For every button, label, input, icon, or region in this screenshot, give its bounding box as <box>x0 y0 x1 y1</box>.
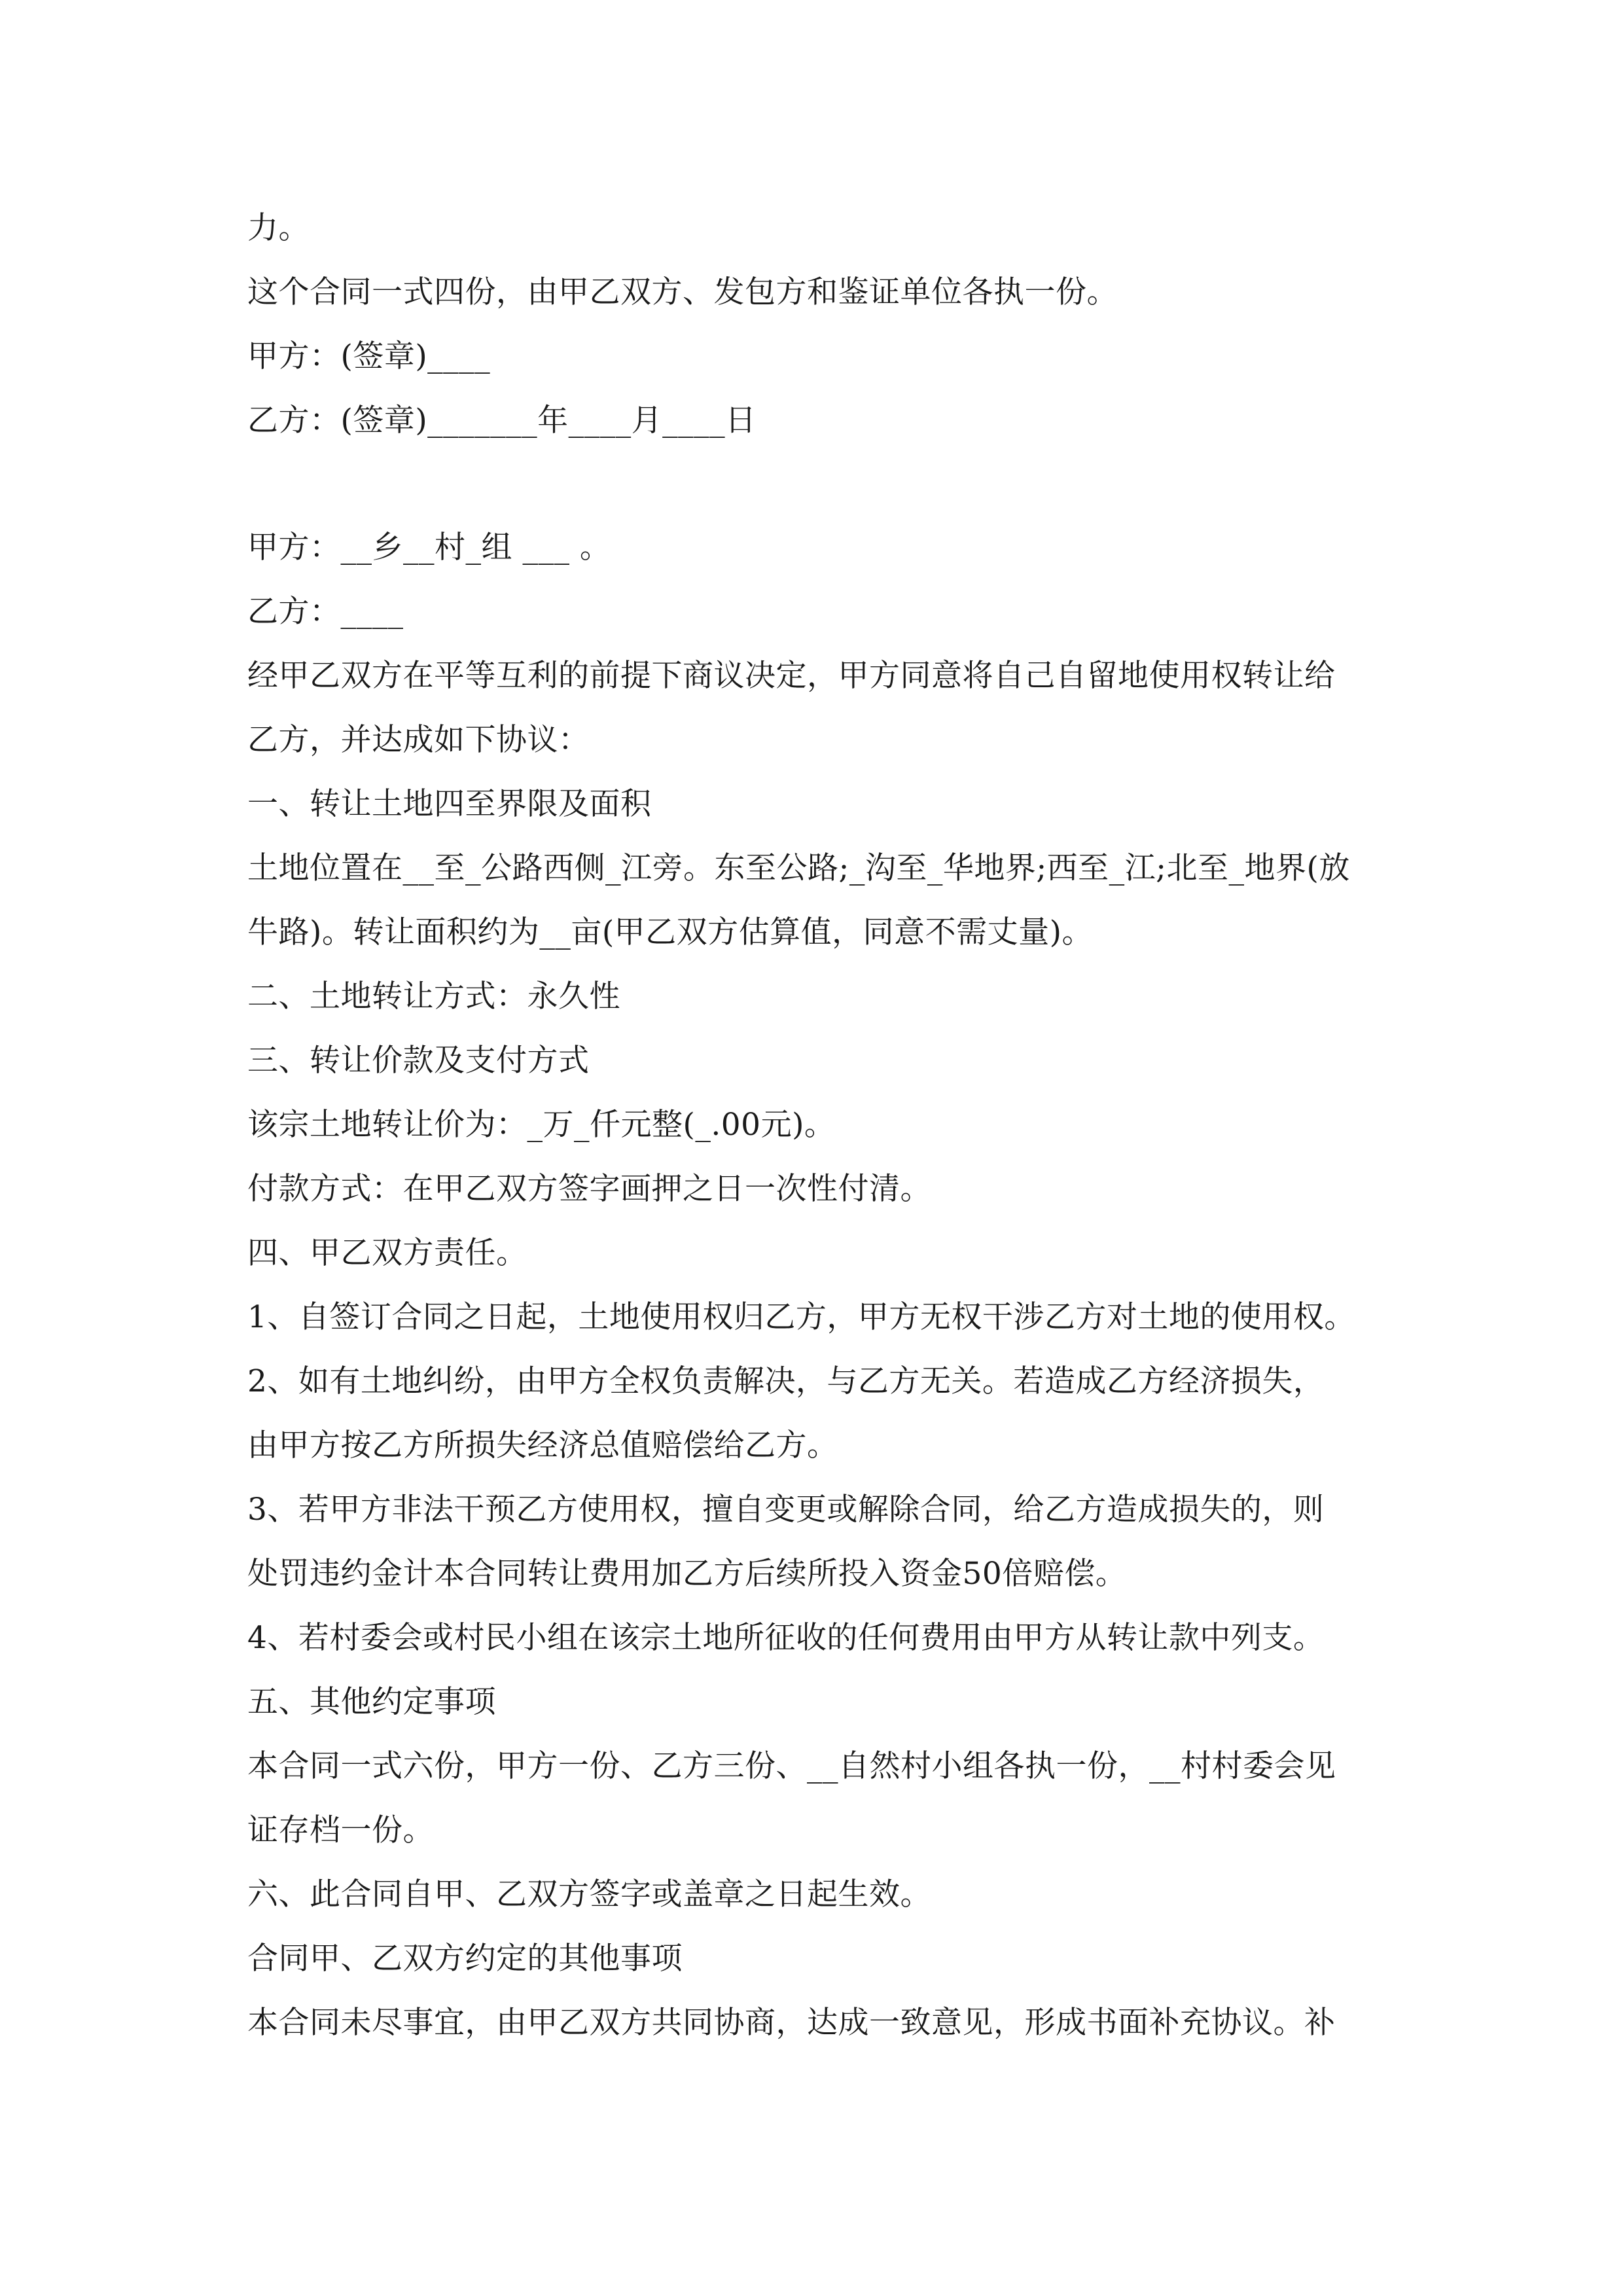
section-heading: 二、土地转让方式：永久性 <box>247 978 620 1014</box>
text-line: 经甲乙双方在平等互利的前提下商议决定，甲方同意将自己自留地使用权转让给 <box>247 658 1336 694</box>
section-heading: 四、甲乙双方责任。 <box>247 1235 527 1271</box>
text-line: 1、自签订合同之日起，土地使用权归乙方，甲方无权干涉乙方对土地的使用权。 <box>247 1299 1355 1335</box>
text-line: 土地位置在__至_公路西侧_江旁。东至公路;_沟至_华地界;西至_江;北至_地界(放 <box>247 850 1350 886</box>
text-line: 这个合同一式四份，由甲乙双方、发包方和鉴证单位各执一份。 <box>247 274 1118 310</box>
party-b-signature-date-line: 乙方：(签章)_______年____月____日 <box>247 403 757 439</box>
text-line: 牛路)。转让面积约为__亩(甲乙双方估算值，同意不需丈量)。 <box>247 914 1094 950</box>
text-line: 由甲方按乙方所损失经济总值赔偿给乙方。 <box>247 1427 838 1463</box>
party-a-signature-line: 甲方：(签章)____ <box>247 338 491 374</box>
section-heading: 五、其他约定事项 <box>247 1684 496 1720</box>
text-line: 4、若村委会或村民小组在该宗土地所征收的任何费用由甲方从转让款中列支。 <box>247 1620 1325 1656</box>
text-line: 2、如有土地纠纷，由甲方全权负责解决，与乙方无关。若造成乙方经济损失， <box>247 1363 1325 1399</box>
party-b-line: 乙方：____ <box>247 594 404 630</box>
section-heading: 三、转让价款及支付方式 <box>247 1043 590 1079</box>
text-line: 力。 <box>247 210 310 246</box>
section-gap <box>247 453 1399 516</box>
text-line: 付款方式：在甲乙双方签字画押之日一次性付清。 <box>247 1171 931 1207</box>
text-line: 该宗土地转让价为：_万_仟元整(_.00元)。 <box>247 1107 836 1143</box>
text-line: 本合同未尽事宜，由甲乙双方共同协商，达成一致意见，形成书面补充协议。补 <box>247 2005 1336 2041</box>
text-line: 乙方，并达成如下协议： <box>247 722 590 758</box>
text-line: 本合同一式六份，甲方一份、乙方三份、__自然村小组各执一份，__村村委会见 <box>247 1748 1336 1784</box>
party-a-line: 甲方：__乡__村_组 ___ 。 <box>247 529 611 565</box>
section-heading: 六、此合同自甲、乙双方签字或盖章之日起生效。 <box>247 1876 931 1912</box>
section-heading: 合同甲、乙双方约定的其他事项 <box>247 1941 683 1977</box>
text-line: 处罚违约金计本合同转让费用加乙方后续所投入资金50倍赔偿。 <box>247 1556 1127 1592</box>
section-heading: 一、转让土地四至界限及面积 <box>247 786 652 822</box>
text-line: 证存档一份。 <box>247 1812 434 1848</box>
document-body <box>247 196 1399 2055</box>
text-line: 3、若甲方非法干预乙方使用权，擅自变更或解除合同，给乙方造成损失的，则 <box>247 1492 1325 1528</box>
